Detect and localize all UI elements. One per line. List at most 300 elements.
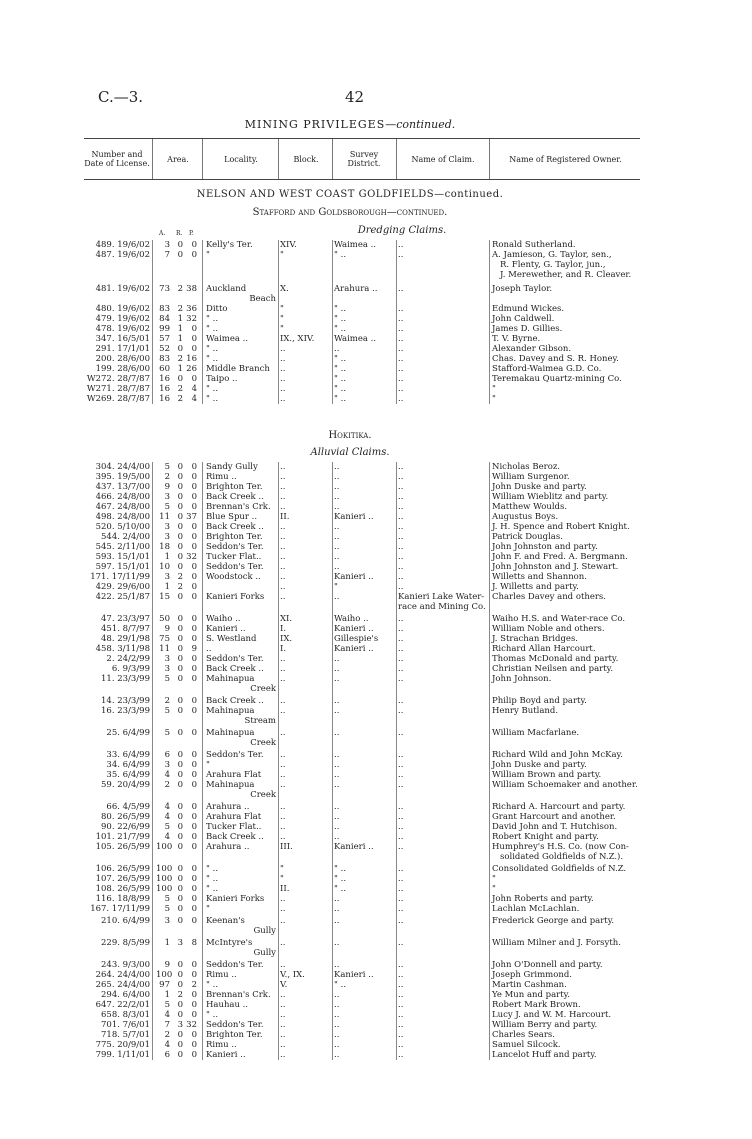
- area-acres: 57: [159, 334, 170, 344]
- area-perches: 0: [191, 482, 197, 492]
- claim-name: ..: [398, 916, 404, 926]
- area-acres: 50: [159, 614, 170, 624]
- table-row: [84, 990, 640, 1000]
- table-row: [84, 822, 640, 832]
- locality: Back Creek ..: [206, 492, 264, 502]
- locality: Seddon's Ter.: [206, 562, 264, 572]
- license-number-date: 6. 9/3/99: [111, 664, 150, 674]
- block: ..: [280, 674, 286, 684]
- area-roods: 0: [177, 750, 183, 760]
- claim-name: ..: [398, 644, 404, 654]
- registered-owner: Charles Davey and others.: [492, 592, 606, 602]
- license-number-date: 545. 2/11/00: [95, 542, 150, 552]
- table-row: [84, 938, 640, 958]
- block: ..: [280, 364, 286, 374]
- claim-name: ..: [398, 634, 404, 644]
- table-row: [84, 354, 640, 364]
- table-row: [84, 960, 640, 970]
- claim-name: ..: [398, 884, 404, 894]
- area-acres: 16: [159, 374, 170, 384]
- table-row: [84, 644, 640, 654]
- table-row: [84, 1020, 640, 1030]
- claim-name: ..: [398, 832, 404, 842]
- block: ..: [280, 374, 286, 384]
- registered-owner: John Duske and party.: [492, 482, 587, 492]
- locality-continued: Gully: [253, 926, 276, 936]
- block: I.: [280, 624, 287, 634]
- block: V.: [280, 980, 288, 990]
- claim-name: ..: [398, 728, 404, 738]
- registered-owner: David John and T. Hutchison.: [492, 822, 618, 832]
- block: ..: [280, 938, 286, 948]
- area-acres: 16: [159, 394, 170, 404]
- survey-district: ..: [334, 780, 340, 790]
- claim-name: ..: [398, 284, 404, 294]
- area-roods: 0: [177, 770, 183, 780]
- table-row: [84, 562, 640, 572]
- registered-owner-continued: J. Merewether, and R. Cleaver.: [500, 270, 632, 280]
- registered-owner: John Johnson.: [492, 674, 552, 684]
- registered-owner: ": [492, 394, 496, 404]
- survey-district: ": [334, 582, 338, 592]
- column-divider-block: [278, 240, 279, 404]
- registered-owner: Lancelot Huff and party.: [492, 1050, 597, 1060]
- block: ": [280, 864, 284, 874]
- survey-district: ..: [334, 760, 340, 770]
- area-roods: 0: [177, 706, 183, 716]
- area-acres: 1: [164, 582, 170, 592]
- area-roods: 1: [177, 364, 183, 374]
- table-row: [84, 812, 640, 822]
- area-acres: 9: [164, 482, 170, 492]
- registered-owner: Thomas McDonald and party.: [492, 654, 619, 664]
- locality: " ..: [206, 864, 219, 874]
- area-roods: 0: [177, 728, 183, 738]
- area-acres: 5: [164, 706, 170, 716]
- table-row: [84, 394, 640, 404]
- block: ": [280, 314, 284, 324]
- area-perches: 0: [191, 822, 197, 832]
- area-perches: 0: [191, 842, 197, 852]
- column-divider-owner: [489, 240, 490, 404]
- block: ..: [280, 482, 286, 492]
- claim-name: ..: [398, 354, 404, 364]
- table-row: [84, 664, 640, 674]
- table-row: [84, 1030, 640, 1040]
- area-roods: 0: [177, 822, 183, 832]
- area-acres: 4: [164, 802, 170, 812]
- license-number-date: 105. 26/5/99: [95, 842, 150, 852]
- area-perches: 0: [191, 654, 197, 664]
- claim-name: ..: [398, 314, 404, 324]
- area-acres: 100: [156, 864, 173, 874]
- area-acres: 1: [164, 990, 170, 1000]
- table-row: [84, 492, 640, 502]
- locality: " ..: [206, 884, 219, 894]
- area-roods: 0: [177, 562, 183, 572]
- locality: Brennan's Crk.: [206, 990, 271, 1000]
- claim-name: ..: [398, 760, 404, 770]
- block: ": [280, 324, 284, 334]
- subheading-dredging: Dredging Claims.: [357, 225, 447, 236]
- block: I.: [280, 644, 287, 654]
- locality: Tucker Flat..: [206, 552, 262, 562]
- column-divider-locality: [202, 240, 203, 404]
- registered-owner: Grant Harcourt and another.: [492, 812, 616, 822]
- area-acres: 2: [164, 696, 170, 706]
- area-perches: 0: [191, 592, 197, 602]
- locality: Brighton Ter.: [206, 1030, 263, 1040]
- table-row: [84, 522, 640, 532]
- survey-district: " ..: [334, 980, 347, 990]
- claim-name: ..: [398, 1010, 404, 1020]
- area-roods: 0: [177, 634, 183, 644]
- area-perches: 0: [191, 864, 197, 874]
- claim-name: ..: [398, 874, 404, 884]
- area-acres: 5: [164, 462, 170, 472]
- area-roods: 2: [177, 582, 183, 592]
- table-row: [84, 552, 640, 562]
- column-divider-block: [278, 462, 279, 1060]
- area-acres: 97: [159, 980, 170, 990]
- license-number-date: 66. 4/5/99: [106, 802, 150, 812]
- column-divider-claim: [396, 462, 397, 1060]
- table-row: [84, 374, 640, 384]
- area-perches: 0: [191, 780, 197, 790]
- survey-district: " ..: [334, 884, 347, 894]
- area-perches: 0: [191, 250, 197, 260]
- locality-continued: Creek: [250, 790, 276, 800]
- locality: Waimea ..: [206, 334, 249, 344]
- survey-district: " ..: [334, 314, 347, 324]
- table-row: [84, 884, 640, 894]
- survey-district: " ..: [334, 364, 347, 374]
- area-perches: 0: [191, 1030, 197, 1040]
- area-acres: 4: [164, 770, 170, 780]
- area-roods: 0: [177, 916, 183, 926]
- area-unit-acres: A.: [159, 230, 166, 237]
- area-perches: 4: [191, 394, 197, 404]
- table-row: [84, 364, 640, 374]
- locality-continued: Creek: [250, 738, 276, 748]
- registered-owner: Richard Allan Harcourt.: [492, 644, 596, 654]
- survey-district: ..: [334, 1000, 340, 1010]
- area-acres: 99: [159, 324, 170, 334]
- column-divider-locality: [202, 462, 203, 1060]
- block: ..: [280, 696, 286, 706]
- license-number-date: 718. 5/7/01: [101, 1030, 150, 1040]
- col-owner-header: Name of Registered Owner.: [509, 154, 622, 164]
- block: IX., XIV.: [280, 334, 315, 344]
- claim-name: ..: [398, 696, 404, 706]
- registered-owner: Edmund Wickes.: [492, 304, 565, 314]
- area-roods: 0: [177, 780, 183, 790]
- table-row: [84, 572, 640, 582]
- area-perches: 0: [191, 894, 197, 904]
- registered-owner: John Roberts and party.: [492, 894, 594, 904]
- license-number-date: 304. 24/4/00: [95, 462, 150, 472]
- table-row: [84, 980, 640, 990]
- area-roods: 0: [177, 812, 183, 822]
- area-acres: 75: [159, 634, 170, 644]
- survey-district: Waimea ..: [334, 334, 377, 344]
- locality: " ..: [206, 324, 219, 334]
- registered-owner: ": [492, 874, 496, 884]
- area-perches: 0: [191, 472, 197, 482]
- page-number: 42: [345, 88, 365, 106]
- license-number-date: 597. 15/1/01: [95, 562, 150, 572]
- area-perches: 0: [191, 874, 197, 884]
- survey-district: Kanieri ..: [334, 624, 374, 634]
- license-number-date: 291. 17/1/01: [95, 344, 150, 354]
- area-roods: 0: [177, 970, 183, 980]
- area-perches: 0: [191, 706, 197, 716]
- table-row: [84, 462, 640, 472]
- license-number-date: 489. 19/6/02: [95, 240, 150, 250]
- survey-district: Kanieri ..: [334, 572, 374, 582]
- table-row: [84, 304, 640, 314]
- locality: S. Westland: [206, 634, 257, 644]
- locality: Arahura Flat: [206, 770, 262, 780]
- table-row: [84, 706, 640, 726]
- registered-owner: Teremakau Quartz-mining Co.: [492, 374, 622, 384]
- area-perches: 0: [191, 1050, 197, 1060]
- area-acres: 100: [156, 842, 173, 852]
- license-number-date: 199. 28/6/00: [95, 364, 150, 374]
- license-number-date: W271. 28/7/87: [86, 384, 150, 394]
- area-perches: 0: [191, 562, 197, 572]
- table-row: [84, 334, 640, 344]
- registered-owner: William Macfarlane.: [492, 728, 580, 738]
- column-divider-survey: [332, 240, 333, 404]
- claim-name: ..: [398, 614, 404, 624]
- license-number-date: 520. 5/10/00: [95, 522, 150, 532]
- claim-name: ..: [398, 384, 404, 394]
- registered-owner: William Surgenor.: [492, 472, 570, 482]
- table-row: [84, 1050, 640, 1060]
- area-roods: 0: [177, 674, 183, 684]
- locality: Ditto: [206, 304, 228, 314]
- section-heading-stafford: Stafford and Goldsborough—continued.: [252, 207, 448, 218]
- survey-district: ..: [334, 1050, 340, 1060]
- area-perches: 0: [191, 324, 197, 334]
- claim-name-continued: race and Mining Co.: [398, 602, 486, 612]
- license-number-date: W272. 28/7/87: [86, 374, 150, 384]
- area-roods: 0: [177, 624, 183, 634]
- area-acres: 73: [159, 284, 170, 294]
- area-roods: 0: [177, 344, 183, 354]
- area-roods: 0: [177, 802, 183, 812]
- claim-name: ..: [398, 522, 404, 532]
- block: ..: [280, 728, 286, 738]
- registered-owner: William Noble and others.: [492, 624, 605, 634]
- area-roods: 0: [177, 1000, 183, 1010]
- area-unit-roods: R.: [176, 230, 183, 237]
- area-acres: 5: [164, 728, 170, 738]
- license-number-date: 16. 23/3/99: [101, 706, 150, 716]
- block: ..: [280, 384, 286, 394]
- area-acres: 5: [164, 502, 170, 512]
- block: ": [280, 250, 284, 260]
- table-row: [84, 696, 640, 706]
- block: ..: [280, 472, 286, 482]
- license-number-date: 229. 8/5/99: [101, 938, 150, 948]
- area-perches: 0: [191, 532, 197, 542]
- table-row: [84, 324, 640, 334]
- column-divider-owner: [489, 462, 490, 1060]
- area-perches: 0: [191, 832, 197, 842]
- alluvial-claims-table: [84, 462, 640, 1060]
- survey-district: Arahura ..: [334, 284, 378, 294]
- license-number-date: 264. 24/4/00: [95, 970, 150, 980]
- survey-district: ..: [334, 990, 340, 1000]
- block: ..: [280, 1000, 286, 1010]
- license-number-date: 451. 8/7/97: [101, 624, 150, 634]
- registered-owner: Ye Mun and party.: [492, 990, 571, 1000]
- locality: Woodstock ..: [206, 572, 261, 582]
- claim-name: ..: [398, 512, 404, 522]
- area-perches: 0: [191, 462, 197, 472]
- block: ..: [280, 654, 286, 664]
- table-row: [84, 1000, 640, 1010]
- claim-name: ..: [398, 492, 404, 502]
- license-number-date: 243. 9/3/00: [101, 960, 150, 970]
- column-divider-survey: [332, 462, 333, 1060]
- area-acres: 9: [164, 624, 170, 634]
- subheading-alluvial: Alluvial Claims.: [310, 447, 390, 458]
- area-roods: 0: [177, 250, 183, 260]
- survey-district: ..: [334, 1040, 340, 1050]
- area-acres: 3: [164, 916, 170, 926]
- table-row: [84, 760, 640, 770]
- registered-owner: William Brown and party.: [492, 770, 602, 780]
- block: X.: [280, 284, 289, 294]
- block: ..: [280, 760, 286, 770]
- area-roods: 1: [177, 324, 183, 334]
- block: ..: [280, 894, 286, 904]
- dredging-claims-table: [84, 240, 640, 404]
- claim-name: ..: [398, 706, 404, 716]
- area-acres: 3: [164, 492, 170, 502]
- registered-owner: James D. Gillies.: [492, 324, 563, 334]
- survey-district: ..: [334, 802, 340, 812]
- locality: ..: [206, 644, 212, 654]
- area-roods: 0: [177, 472, 183, 482]
- area-roods: 0: [177, 904, 183, 914]
- registered-owner: Richard A. Harcourt and party.: [492, 802, 626, 812]
- locality: " ..: [206, 354, 219, 364]
- block: ..: [280, 750, 286, 760]
- area-perches: 38: [186, 284, 197, 294]
- area-roods: 2: [177, 572, 183, 582]
- registered-owner: Henry Butland.: [492, 706, 559, 716]
- area-roods: 0: [177, 654, 183, 664]
- license-number-date: 481. 19/6/02: [95, 284, 150, 294]
- area-roods: 1: [177, 334, 183, 344]
- claim-name: ..: [398, 562, 404, 572]
- block: ..: [280, 1010, 286, 1020]
- block: IX.: [280, 634, 293, 644]
- area-acres: 5: [164, 822, 170, 832]
- area-roods: 0: [177, 664, 183, 674]
- survey-district: ..: [334, 960, 340, 970]
- license-number-date: 108. 26/5/99: [95, 884, 150, 894]
- area-roods: 0: [177, 760, 183, 770]
- registered-owner: Matthew Woulds.: [492, 502, 568, 512]
- area-roods: 0: [177, 482, 183, 492]
- locality: Seddon's Ter.: [206, 542, 264, 552]
- survey-district: ..: [334, 1020, 340, 1030]
- area-roods: 0: [177, 502, 183, 512]
- area-acres: 7: [164, 1020, 170, 1030]
- area-perches: 36: [186, 304, 197, 314]
- area-perches: 8: [191, 938, 197, 948]
- locality: Kanieri Forks: [206, 894, 265, 904]
- claim-name: ..: [398, 938, 404, 948]
- claim-name: ..: [398, 770, 404, 780]
- table-row: [84, 864, 640, 874]
- license-number-date: 116. 18/8/99: [95, 894, 150, 904]
- locality-continued: Beach: [249, 294, 276, 304]
- survey-district: " ..: [334, 324, 347, 334]
- block: ..: [280, 582, 286, 592]
- license-number-date: 90. 22/6/99: [101, 822, 150, 832]
- column-divider-area: [152, 240, 153, 404]
- locality: " ..: [206, 874, 219, 884]
- col-locality-header: Locality.: [224, 154, 258, 164]
- license-number-date: 467. 24/8/00: [95, 502, 150, 512]
- locality-continued: Gully: [253, 948, 276, 958]
- block: ..: [280, 1030, 286, 1040]
- area-acres: 3: [164, 572, 170, 582]
- block: ..: [280, 780, 286, 790]
- claim-name: ..: [398, 812, 404, 822]
- survey-district: ..: [334, 592, 340, 602]
- area-acres: 5: [164, 674, 170, 684]
- survey-district: ..: [334, 502, 340, 512]
- survey-district: ..: [334, 904, 340, 914]
- table-row: [84, 502, 640, 512]
- block: ..: [280, 522, 286, 532]
- block: ..: [280, 542, 286, 552]
- registered-owner: Richard Wild and John McKay.: [492, 750, 623, 760]
- table-row: [84, 728, 640, 748]
- area-perches: 26: [186, 364, 197, 374]
- area-acres: 83: [159, 354, 170, 364]
- area-perches: 0: [191, 760, 197, 770]
- area-perches: 0: [191, 812, 197, 822]
- table-row: [84, 770, 640, 780]
- block: ..: [280, 462, 286, 472]
- claim-name: ..: [398, 990, 404, 1000]
- locality: Taipo ..: [206, 374, 238, 384]
- block: ": [280, 304, 284, 314]
- table-row: [84, 634, 640, 644]
- locality: Rimu ..: [206, 472, 237, 482]
- locality: Mahinapua: [206, 674, 255, 684]
- area-perches: 0: [191, 374, 197, 384]
- license-number-date: 2. 24/2/99: [106, 654, 150, 664]
- registered-owner: Philip Boyd and party.: [492, 696, 587, 706]
- area-perches: 0: [191, 904, 197, 914]
- area-acres: 83: [159, 304, 170, 314]
- area-acres: 100: [156, 884, 173, 894]
- area-acres: 3: [164, 522, 170, 532]
- table-row: [84, 582, 640, 592]
- area-roods: 0: [177, 960, 183, 970]
- block: ..: [280, 916, 286, 926]
- locality: McIntyre's: [206, 938, 253, 948]
